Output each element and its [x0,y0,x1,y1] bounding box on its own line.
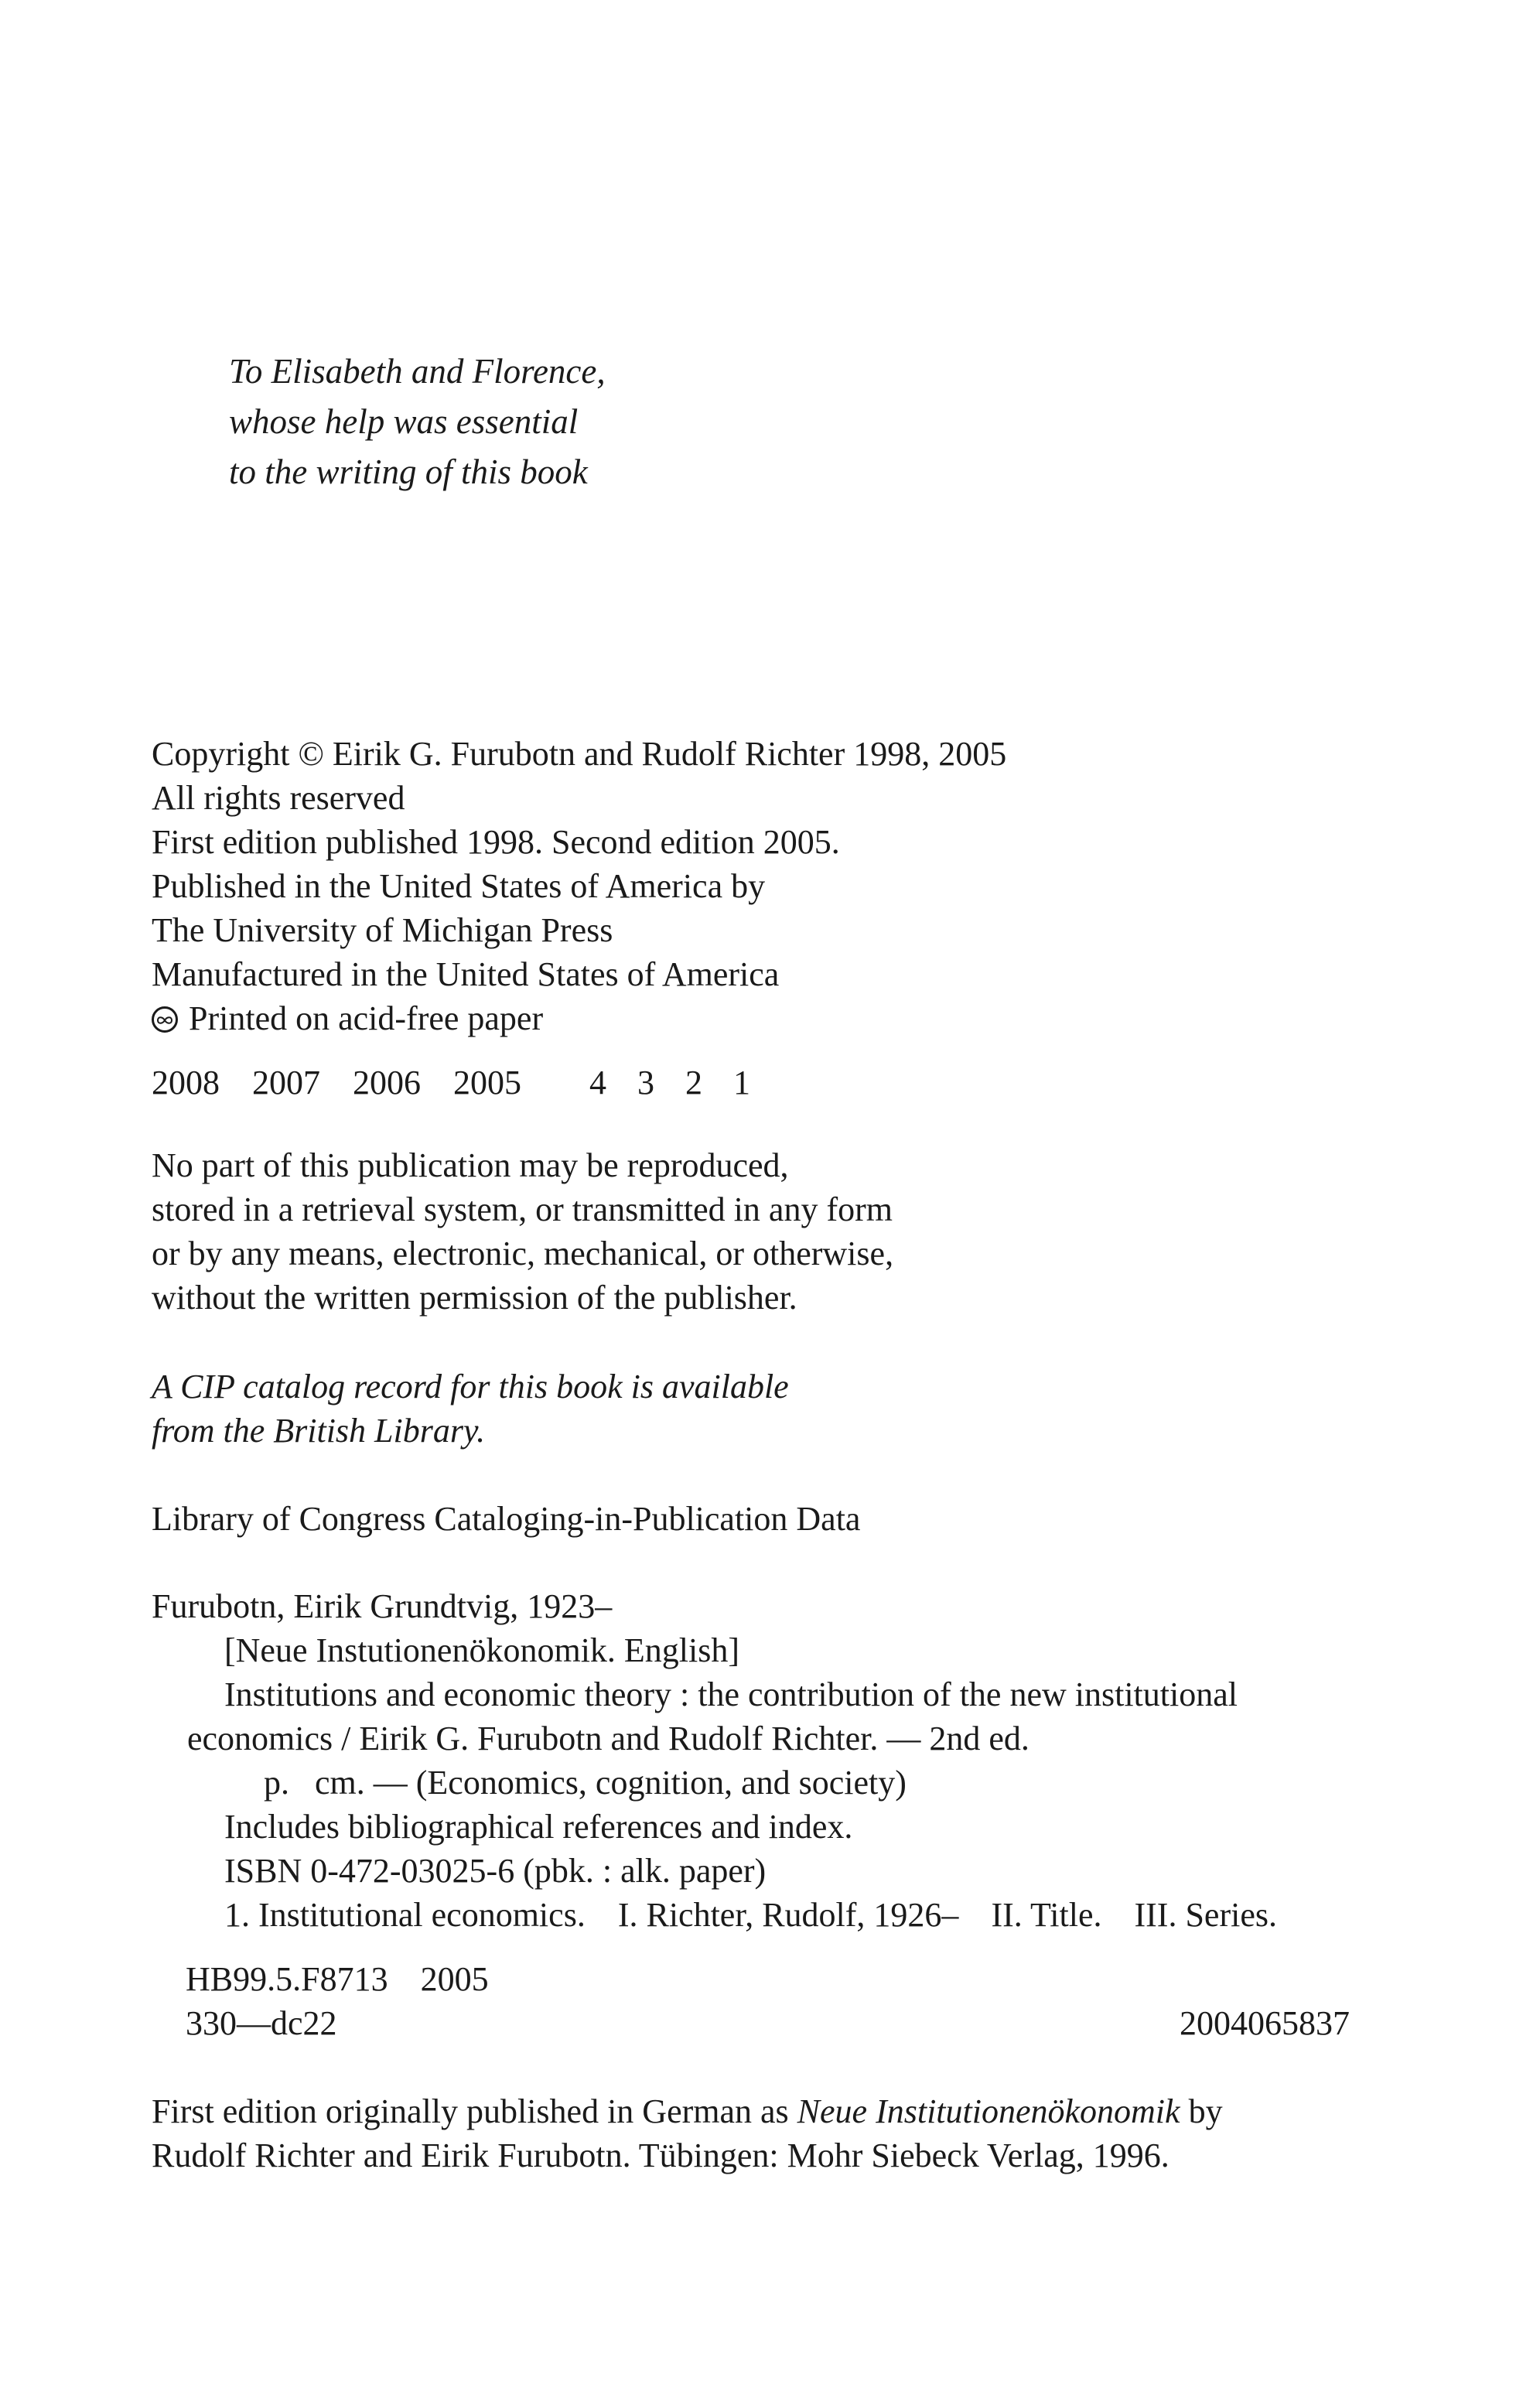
dewey-row [186,2001,1350,2045]
catalog-physical [152,1761,1277,1805]
impression-number: 3 [637,1064,654,1102]
dewey-number: 330—dc22 [186,2004,337,2042]
notice-line: No part of this publication may be reproduced, [152,1146,789,1184]
lc-class [186,1957,489,2001]
subject-entry: 1. Institutional economics. [224,1896,586,1934]
lccn-number: 2004065837 [1180,2004,1350,2042]
lc-class-number: HB99.5.F8713 [186,1960,388,1998]
edition-line: First edition published 1998. Second edition 2005. [152,823,840,861]
printing-year: 2008 [152,1064,220,1102]
printing-year: 2007 [252,1064,320,1102]
catalog-author: Furubotn, Eirik Grundtvig, 1923– [152,1587,613,1625]
catalog-isbn: ISBN 0-472-03025-6 (pbk. : alk. paper) [224,1852,767,1890]
cip-line: A CIP catalog record for this book is available [152,1368,789,1406]
origin-line: Rudolf Richter and Eirik Furubotn. Tübingen: Mohr Siebeck Verlag, 1996. [152,2136,1170,2174]
subject-entry: II. Title. [991,1896,1102,1934]
lc-class-year: 2005 [420,1960,489,1998]
catalog-physical-cm: cm. — (Economics, cognition, and society) [315,1764,907,1802]
publisher-line: Published in the United States of America by [152,867,766,905]
cip-line: from the British Library. [152,1412,486,1450]
infinity-circle-icon [152,1006,178,1033]
lc-class-row [186,1957,1350,2001]
notice-line: or by any means, electronic, mechanical, or otherwise, [152,1235,894,1272]
origin-suffix: by [1180,2092,1223,2130]
notice-line: without the written permission of the publisher. [152,1279,797,1317]
copyright-line: Copyright © Eirik G. Furubotn and Rudolf Richter 1998, 2005 [152,735,1007,773]
printing-line [152,1061,750,1105]
loc-heading-text: Library of Congress Cataloging-in-Publication Data [152,1500,861,1538]
catalog-physical-p: p. [264,1764,289,1802]
copyright-block [152,732,1006,1040]
classification-block [186,1957,1350,2045]
origin-line [152,2089,1223,2133]
publisher-name: The University of Michigan Press [152,911,613,949]
catalog-title: Institutions and economic theory : the contribution of the new institutional [224,1675,1238,1713]
catalog-record [152,1584,1277,1937]
cip-notice [152,1365,789,1453]
dedication-line: To Elisabeth and Florence, [229,352,606,391]
german-title: Neue Institutionenökonomik [797,2092,1180,2130]
notice-line: stored in a retrieval system, or transmitted in any form [152,1190,893,1228]
catalog-subjects [152,1893,1277,1937]
loc-heading [152,1497,860,1541]
catalog-title-continued: economics / Eirik G. Furubotn and Rudolf Richter. — 2nd ed. [187,1720,1030,1757]
manufactured-line: Manufactured in the United States of America [152,955,780,993]
reproduction-notice [152,1143,893,1320]
subject-entry: III. Series. [1134,1896,1277,1934]
acid-free-line [152,996,1006,1040]
dedication [229,347,606,497]
subject-entry: I. Richter, Rudolf, 1926– [617,1896,959,1934]
printing-year: 2005 [453,1064,521,1102]
printing-year: 2006 [353,1064,421,1102]
acid-free-text: Printed on acid-free paper [189,999,544,1037]
impression-number: 1 [733,1064,750,1102]
impression-number: 2 [685,1064,702,1102]
impression-number: 4 [589,1064,606,1102]
dedication-line: to the writing of this book [229,453,588,491]
catalog-bibliography: Includes bibliographical references and index. [224,1808,853,1846]
catalog-uniform-title: [Neue Instutionenökonomik. English] [224,1631,740,1669]
original-edition-note [152,2089,1223,2177]
rights-line: All rights reserved [152,779,405,817]
dedication-line: whose help was essential [229,402,579,441]
origin-prefix: First edition originally published in German as [152,2092,797,2130]
